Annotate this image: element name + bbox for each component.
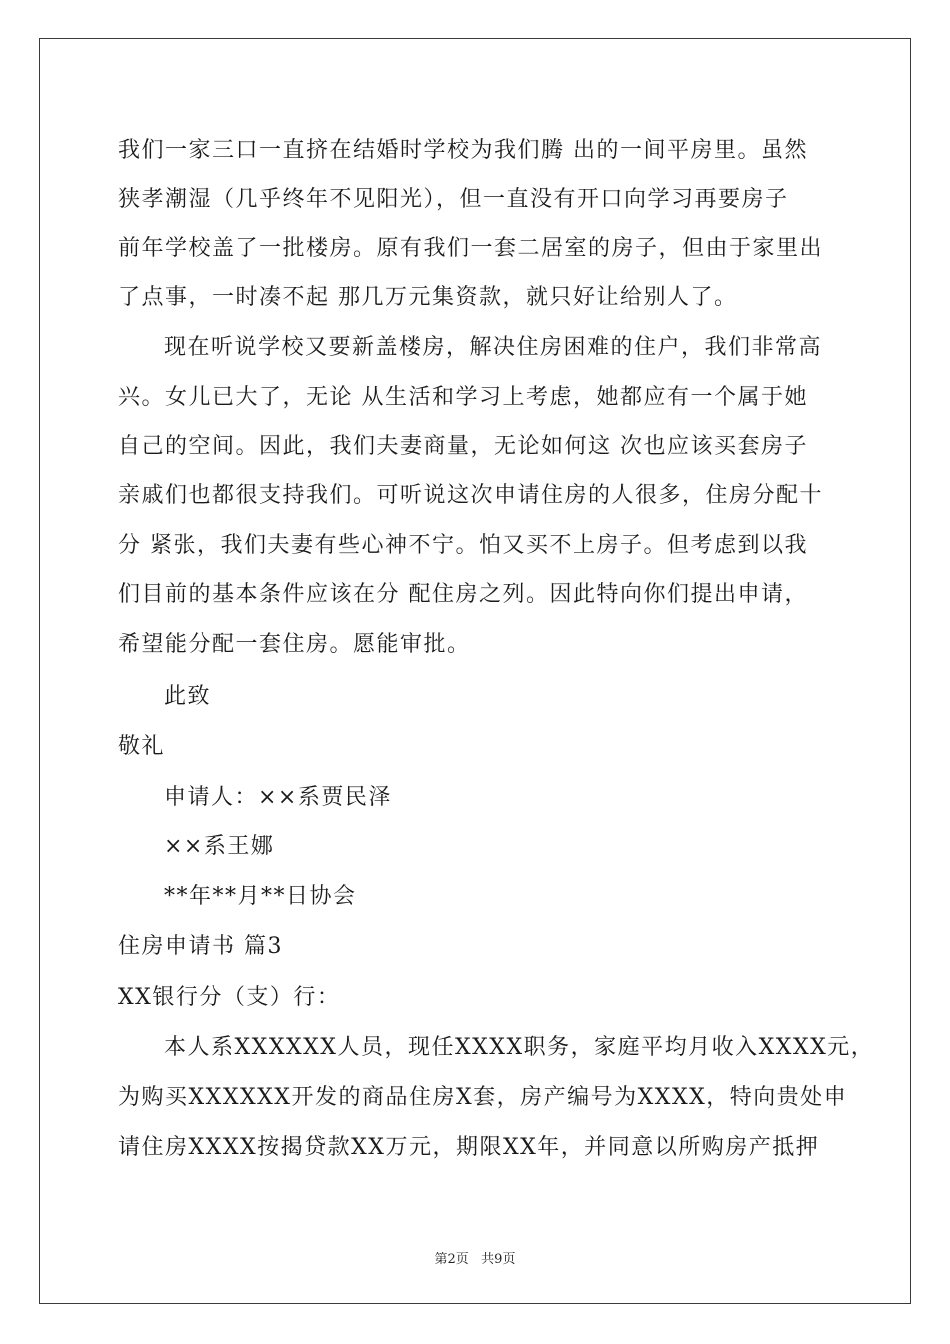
date-line: **年**月**日协会: [164, 884, 357, 909]
body-line: 自己的空间。因此，我们夫妻商量，无论如何这 次也应该买套房子: [118, 434, 808, 459]
paragraph-start: 现在听说学校又要新盖楼房，解决住房困难的住户，我们非常高: [164, 335, 823, 360]
body-line: 兴。女儿已大了，无论 从生活和学习上考虑，她都应有一个属于她: [118, 385, 808, 410]
addressee: XX银行分（支）行：: [118, 985, 341, 1010]
closing-regards: 敬礼: [118, 734, 166, 759]
closing-salutation: 此致: [164, 684, 212, 709]
section-title: 住房申请书 篇3: [118, 934, 283, 959]
body-line: 亲戚们也都很支持我们。可听说这次申请住房的人很多，住房分配十: [118, 483, 824, 508]
applicant-line: 申请人：××系贾民泽: [164, 785, 392, 810]
body-line: 希望能分配一套住房。愿能审批。: [118, 632, 471, 657]
page-number: 第2页 共9页: [434, 1252, 516, 1267]
body-line: 前年学校盖了一批楼房。原有我们一套二居室的房子，但由于家里出: [118, 236, 824, 261]
page-border: [39, 38, 911, 1304]
body-line: 请住房XXXX按揭贷款XX万元，期限XX年，并同意以所购房产抵押: [118, 1135, 820, 1160]
body-line: 们目前的基本条件应该在分 配住房之列。因此特向你们提出申请，: [118, 582, 808, 607]
body-line: 分 紧张，我们夫妻有些心神不宁。怕又买不上房子。但考虑到以我: [118, 533, 808, 558]
paragraph-start: 本人系XXXXXX人员，现任XXXX职务，家庭平均月收入XXXX元，: [164, 1035, 875, 1060]
body-line: 为购买XXXXXX开发的商品住房X套，房产编号为XXXX，特向贵处申: [118, 1085, 848, 1110]
applicant-line-2: ××系王娜: [164, 834, 275, 859]
page-footer: [0, 1248, 950, 1267]
body-line: 狭孝潮湿（几乎终年不见阳光），但一直没有开口向学习再要房子: [118, 187, 789, 212]
body-line: 了点事，一时凑不起 那几万元集资款，就只好让给别人了。: [118, 285, 738, 310]
body-line: 我们一家三口一直挤在结婚时学校为我们腾 出的一间平房里。虽然: [118, 138, 808, 163]
